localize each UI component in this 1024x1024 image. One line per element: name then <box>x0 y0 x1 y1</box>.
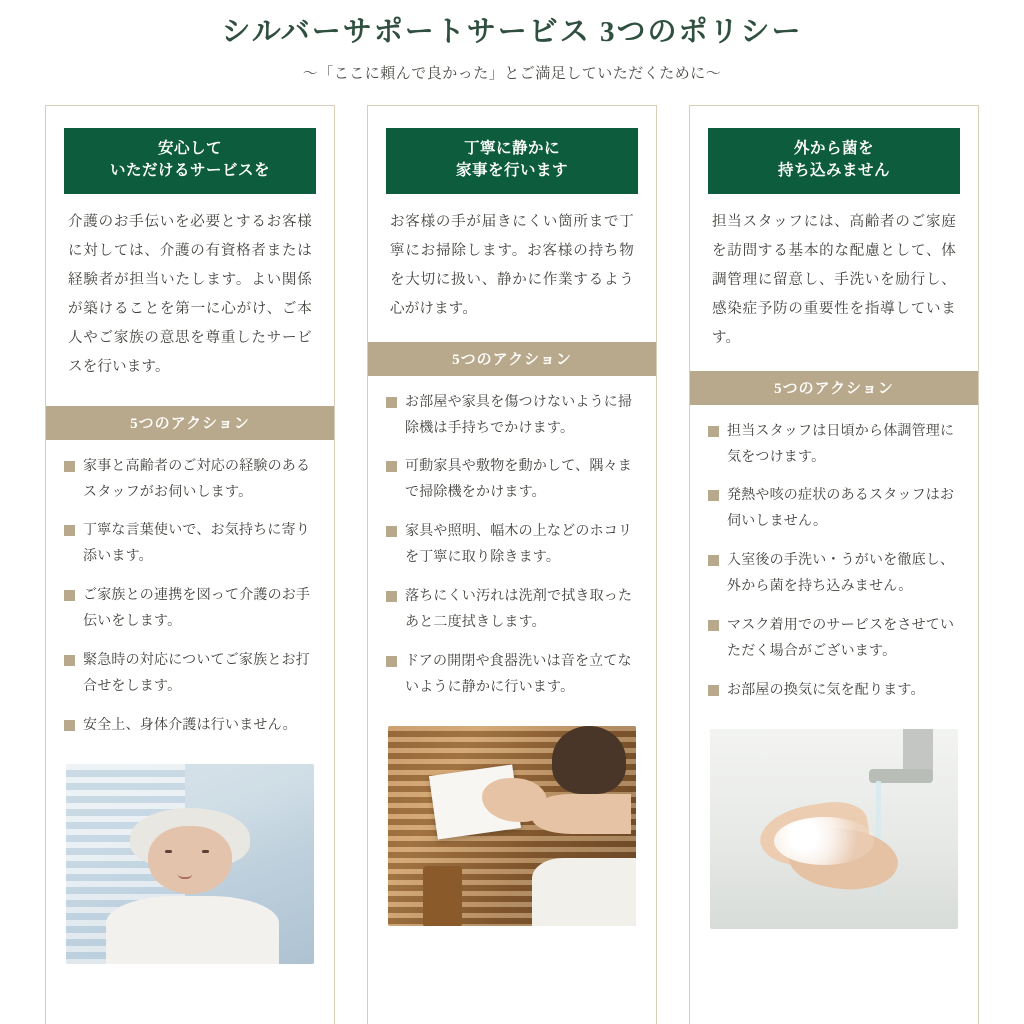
torso-shape <box>106 896 280 964</box>
square-bullet-icon <box>708 490 719 501</box>
policy-badge-2 <box>386 128 638 194</box>
photo-wrap-3 <box>690 717 978 929</box>
page-header <box>0 0 1024 83</box>
policy-badge-2-line2: 家事を行います <box>455 162 568 180</box>
list-item <box>64 648 314 700</box>
photo-hand-washing <box>710 729 958 929</box>
action-text: 発熱や咳の症状のあるスタッフはお伺いしません。 <box>727 488 955 530</box>
action-text: お部屋の換気に気を配ります。 <box>727 682 925 698</box>
policy-card-1 <box>45 105 335 1024</box>
square-bullet-icon <box>64 590 75 601</box>
photo-wrap-2 <box>368 714 656 926</box>
policy-badge-2-line1: 丁寧に静かに <box>463 139 560 157</box>
soap-foam-shape <box>774 817 873 865</box>
list-item <box>386 584 636 636</box>
square-bullet-icon <box>386 591 397 602</box>
square-bullet-icon <box>386 461 397 472</box>
square-bullet-icon <box>708 555 719 566</box>
eye-right-shape <box>202 850 209 853</box>
action-text: 緊急時の対応についてご家族とお打合せをします。 <box>83 652 310 694</box>
policy-body-1: 介護のお手伝いを必要とするお客様に対しては、介護の有資格者または経験者が担当いたします。よい関係が築けることを第一に心がけ、ご本人やご家族の意思を尊重したサービスを行います。 <box>68 213 312 375</box>
shoulder-shape <box>532 858 636 926</box>
action-text: 可動家具や敷物を動かして、隅々まで掃除機をかけます。 <box>405 459 632 501</box>
list-item <box>64 713 314 739</box>
head-shape <box>552 726 626 794</box>
list-item <box>386 454 636 506</box>
eye-left-shape <box>165 850 172 853</box>
list-item <box>386 519 636 571</box>
action-title-3: 5つのアクション <box>690 371 978 405</box>
action-list-1 <box>46 440 334 739</box>
action-text: ドアの開閉や食器洗いは音を立てないように静かに行います。 <box>405 653 632 695</box>
photo-wrap-1 <box>46 752 334 964</box>
square-bullet-icon <box>708 685 719 696</box>
policy-badge-3-line1: 外から菌を <box>793 139 874 157</box>
list-item <box>64 454 314 506</box>
policy-badge-3 <box>708 128 960 194</box>
action-text: 丁寧な言葉使いで、お気持ちに寄り添います。 <box>83 523 310 565</box>
policy-badge-3-line2: 持ち込みません <box>777 162 890 180</box>
page-title: シルバーサポートサービス 3つのポリシー <box>221 16 803 48</box>
action-title-2: 5つのアクション <box>368 342 656 376</box>
policy-badge-1-line1: 安心して <box>157 139 222 157</box>
list-item <box>386 649 636 701</box>
list-item <box>386 390 636 442</box>
action-text: 安全上、身体介護は行いません。 <box>83 717 297 733</box>
action-text: 落ちにくい汚れは洗剤で拭き取ったあと二度拭きします。 <box>405 588 633 630</box>
square-bullet-icon <box>386 526 397 537</box>
list-item <box>708 483 958 535</box>
action-text: マスク着用でのサービスをさせていただく場合がございます。 <box>727 617 955 659</box>
action-title-1: 5つのアクション <box>46 406 334 440</box>
square-bullet-icon <box>64 461 75 472</box>
square-bullet-icon <box>64 720 75 731</box>
list-item <box>64 518 314 570</box>
list-item <box>708 678 958 704</box>
policy-body-3: 担当スタッフには、高齢者のご家庭を訪問する基本的な配慮として、体調管理に留意し、手洗いを励行し、感染症予防の重要性を指導しています。 <box>712 213 956 346</box>
square-bullet-icon <box>708 426 719 437</box>
action-text: ご家族との連携を図って介護のお手伝いをします。 <box>83 588 311 630</box>
policy-columns <box>0 105 1024 1024</box>
square-bullet-icon <box>386 656 397 667</box>
square-bullet-icon <box>64 655 75 666</box>
photo-window-cleaning <box>388 726 636 926</box>
action-text: 担当スタッフは日頃から体調管理に気をつけます。 <box>727 423 955 465</box>
policy-badge-1-line2: いただけるサービスを <box>109 162 270 180</box>
policy-body-2: お客様の手が届きにくい箇所まで丁寧にお掃除します。お客様の持ち物を大切に扱い、静かに作業するよう心がけます。 <box>390 213 634 317</box>
action-text: 入室後の手洗い・うがいを徹底し、外から菌を持ち込みません。 <box>727 553 955 595</box>
list-item <box>708 613 958 665</box>
square-bullet-icon <box>386 397 397 408</box>
page-subtitle: ～「ここに頼んで良かった」とご満足していただくために～ <box>302 65 722 82</box>
policy-badge-1 <box>64 128 316 194</box>
square-bullet-icon <box>708 620 719 631</box>
list-item <box>64 583 314 635</box>
spray-bottle-shape <box>423 866 463 926</box>
mouth-shape <box>178 874 192 879</box>
action-text: お部屋や家具を傷つけないように掃除機は手持ちでかけます。 <box>405 394 633 436</box>
photo-elderly-woman <box>66 764 314 964</box>
policy-card-2 <box>367 105 657 1024</box>
action-list-3 <box>690 405 978 704</box>
face-shape <box>148 826 232 894</box>
list-item <box>708 548 958 600</box>
action-text: 家事と高齢者のご対応の経験のあるスタッフがお伺いします。 <box>83 458 311 500</box>
arm-shape <box>532 794 631 834</box>
square-bullet-icon <box>64 525 75 536</box>
action-list-2 <box>368 376 656 701</box>
policy-card-3 <box>689 105 979 1024</box>
list-item <box>708 419 958 471</box>
action-text: 家具や照明、幅木の上などのホコリを丁寧に取り除きます。 <box>405 524 633 566</box>
